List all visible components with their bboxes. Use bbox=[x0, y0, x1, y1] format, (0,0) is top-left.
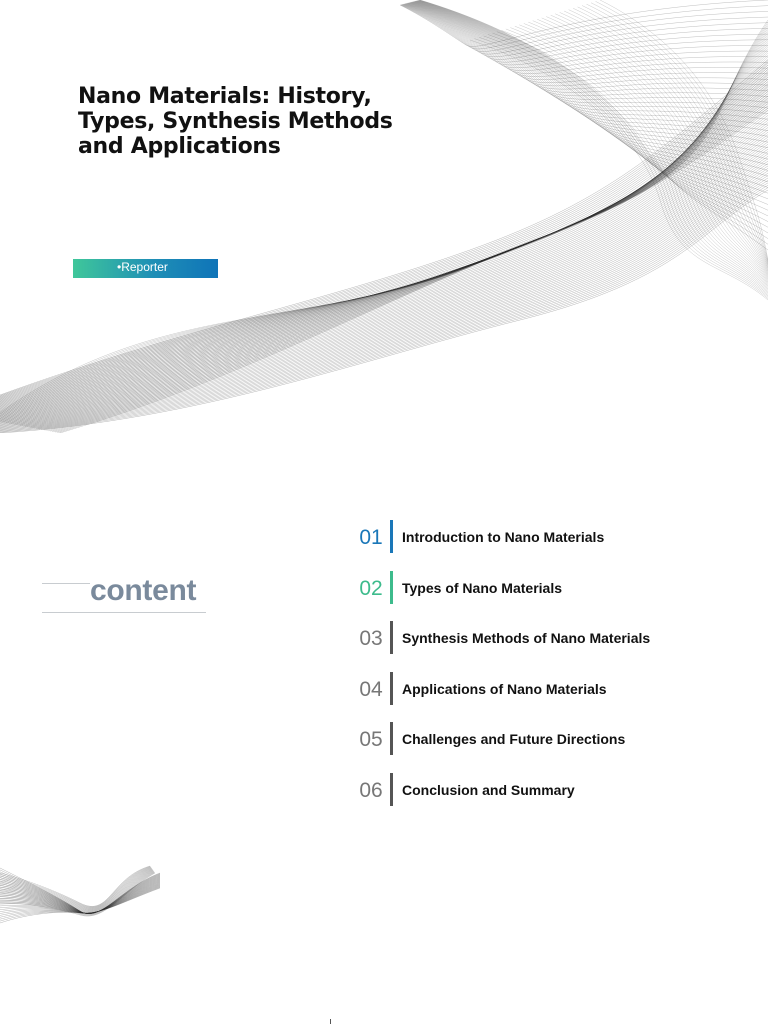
wave-graphic bbox=[0, 433, 768, 1024]
contents-heading: content bbox=[90, 574, 197, 607]
item-number: 02 bbox=[359, 576, 383, 600]
item-label: Types of Nano Materials bbox=[402, 579, 563, 596]
title-line: and Applications bbox=[78, 134, 281, 159]
item-number: 01 bbox=[359, 526, 383, 549]
item-label: Challenges and Future Directions bbox=[402, 731, 626, 747]
page-mark bbox=[330, 1019, 331, 1024]
item-number: 05 bbox=[359, 728, 383, 751]
wave-graphic bbox=[0, 0, 768, 433]
item-label: Introduction to Nano Materials bbox=[402, 529, 605, 545]
title-line: Nano Materials: History, bbox=[78, 84, 372, 109]
cover-slide bbox=[0, 0, 768, 433]
item-label: Synthesis Methods of Nano Materials bbox=[402, 630, 651, 646]
contents-slide bbox=[0, 433, 768, 1024]
item-label: Conclusion and Summary bbox=[402, 781, 575, 798]
title-line: Types, Synthesis Methods bbox=[78, 109, 393, 134]
item-number: 04 bbox=[359, 677, 383, 701]
reporter-label: •Reporter bbox=[73, 259, 218, 278]
presentation-title bbox=[78, 84, 398, 159]
item-number: 03 bbox=[359, 627, 383, 650]
item-label: Applications of Nano Materials bbox=[402, 680, 607, 697]
item-number: 06 bbox=[359, 778, 383, 802]
